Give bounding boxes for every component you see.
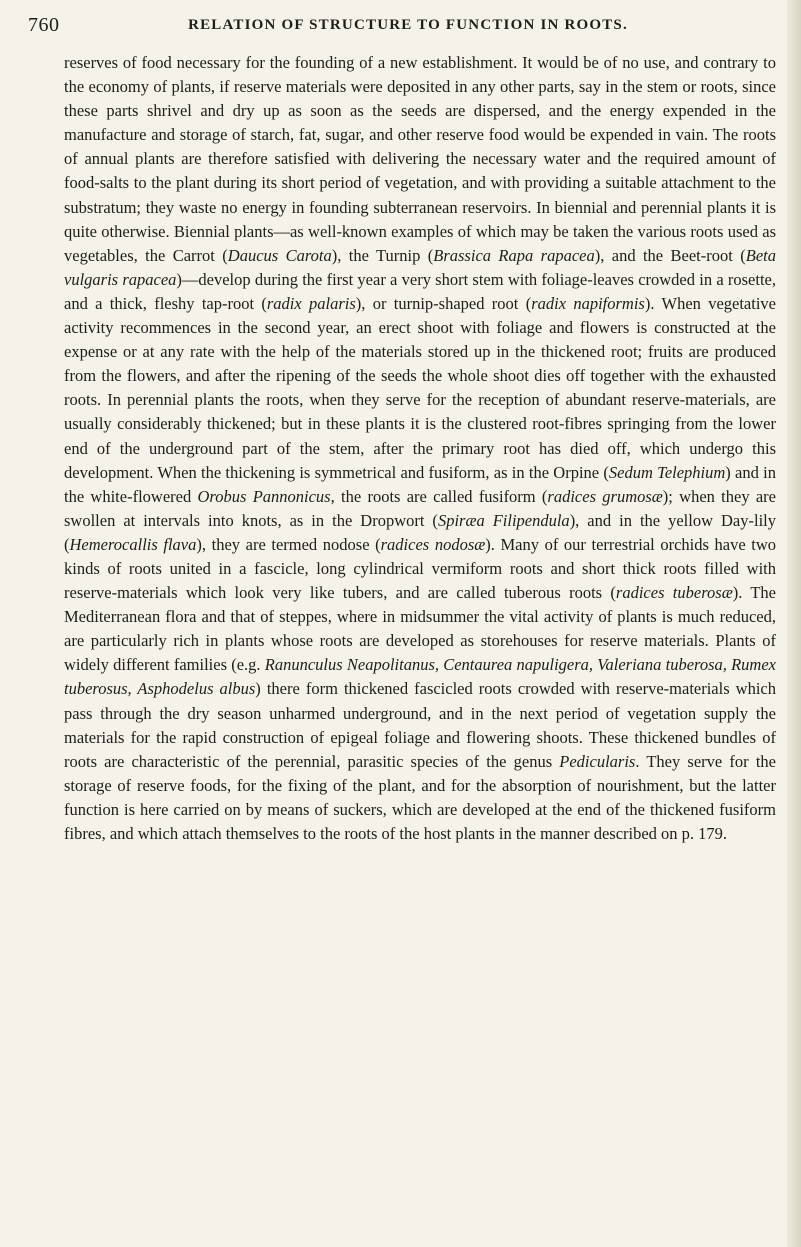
body-paragraph [64,51,776,846]
italic-term: Daucus Carota [227,245,332,265]
italic-term: Brassica Rapa rapacea [433,245,595,265]
text-run: ) there form thickened fascicled roots crowded with reserve-materials which pass through the dry season unharmed underground, and in the next period of vegetation supply the materials for the rapid construction of epigeal foliage and flowering shoots. These thickened bundles of roots are characteristic of the perennial, parasitic species of the genus [64,679,776,771]
text-run: ) and in the white-flowered [64,462,776,506]
text-run: ), they are termed nodose ( [196,534,381,554]
italic-term: Spiræa Filipendula [437,510,570,530]
text-run: ); when they are swollen at intervals into knots, as in the Dropwort ( [64,486,777,530]
italic-term: Sedum Telephium [608,462,726,482]
text-run: ), the Turnip ( [331,245,434,265]
page-edge [787,0,801,1247]
text-run: ). When vegetative activity recommences in the second year, an erect shoot with foliage and flowers is constructed at the expense or at any rate with the help of the materials stored up in the thickened root; fruits are produced from the flowers, and after the ripening of the seeds the whole shoot dies off together with the exhausted roots. In perennial plants the roots, when they serve for the reception of abundant reserve-materials, are usually considerably thickened; but in these plants it is the clustered root-fibres springing from the lower end of the underground part of the stem, after the primary root has died off, which undergo this development. When the thickening is symmetrical and fusiform, as in the Orpine ( [64,293,776,482]
italic-term: Beta vulgaris rapacea [64,245,776,289]
italic-term: Pedicularis [559,751,636,771]
text-run: )—develop during the first year a very short stem with foliage-leaves crowded in a rosette, and a thick, fleshy tap-root ( [64,269,776,313]
text-run: ). Many of our terrestrial orchids have two kinds of roots united in a fascicle, long cylindrical vermiform roots and short thick roots filled with reserve-materials which look very like tubers, and are called tuberous roots ( [64,534,777,603]
italic-term: radix palaris [266,293,356,313]
italic-term: Ranunculus Neapolitanus, Centaurea napuligera, Valeriana tuberosa, Rumex tuberosus, Asphodelus albus [64,655,776,699]
italic-term: radices nodosæ [380,534,486,554]
page-number: 760 [28,14,60,36]
italic-term: Orobus Pannonicus [197,486,331,506]
italic-term: radices grumosæ [547,486,663,506]
text-run: ), or turnip-shaped root ( [355,293,532,313]
italic-term: radix napiformis [531,293,645,313]
text-run: ). The Mediterranean flora and that of steppes, where in midsummer the vital activity of plants is much reduced, are particularly rich in plants whose roots are developed as storehouses for reserve materials. Plants of widely different families (e.g. [64,583,777,675]
italic-term: radices tuberosæ [615,583,733,603]
text-run: . They serve for the storage of reserve foods, for the fixing of the plant, and for the absorption of nourishment, but the latter function is here carried on by means of suckers, which are developed at the end of the thickened fusiform fibres, and which attach themselves to the roots of the host plants in the manner described on p. 179. [64,751,776,843]
text-run: ), and the Beet-root ( [594,245,746,265]
text-run: reserves of food necessary for the founding of a new establishment. It would be of no use, and contrary to the economy of plants, if reserve materials were deposited in any other parts, say in the stem or roots, since these parts shrivel and dry up as soon as the seeds are dispersed, and the energy expended in the manufacture and storage of starch, fat, sugar, and other reserve food would be expended in vain. The roots of annual plants are therefore satisfied with delivering the necessary water and the required amount of food-salts to the plant during its short period of vegetation, and with providing a suitable attachment to the substratum; they waste no energy in founding subterranean reservoirs. In biennial and perennial plants it is quite otherwise. Biennial plants—as well-known examples of which may be taken the various roots used as vegetables, the Carrot ( [64,53,776,265]
italic-term: Hemerocallis flava [69,534,197,554]
running-head: RELATION OF STRUCTURE TO FUNCTION IN ROOTS. [188,17,628,33]
page-header [28,14,788,38]
text-run: , the roots are called fusiform ( [330,486,548,506]
text-run: ), and in the yellow Day-lily ( [64,510,776,554]
